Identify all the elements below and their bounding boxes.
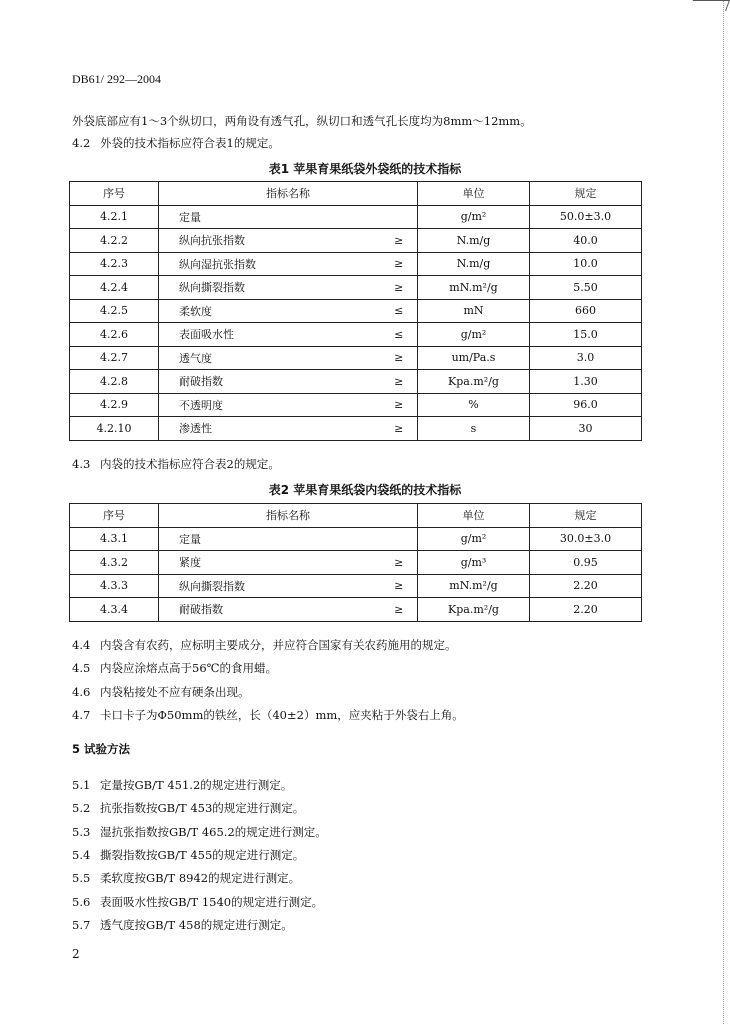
table-row bbox=[70, 370, 642, 394]
clause-5-5 bbox=[72, 870, 300, 886]
clause-text: 湿抗张指数按GB/T 465.2的规定进行测定。 bbox=[100, 824, 327, 839]
table1 bbox=[69, 181, 642, 441]
clause-number: 4.3 bbox=[72, 457, 91, 471]
table-row bbox=[70, 323, 642, 347]
cell-name: 定量 bbox=[159, 205, 381, 229]
cell-name: 定量 bbox=[159, 527, 381, 551]
table-row bbox=[70, 598, 642, 622]
clause-5-2 bbox=[72, 800, 304, 816]
section-5-heading: 5 试验方法 bbox=[72, 742, 131, 756]
cell-spec: 3.0 bbox=[530, 346, 642, 370]
table-row bbox=[70, 252, 642, 276]
header-spec: 规定 bbox=[530, 504, 642, 528]
cell-no: 4.2.8 bbox=[70, 370, 159, 394]
cell-symbol: ≤ bbox=[381, 323, 418, 347]
cell-spec: 5.50 bbox=[530, 276, 642, 300]
table-header-row bbox=[70, 182, 642, 206]
cell-no: 4.2.7 bbox=[70, 346, 159, 370]
clause-text: 内袋含有农药，应标明主要成分，并应符合国家有关农药施用的规定。 bbox=[100, 638, 457, 652]
cell-name: 柔软度 bbox=[159, 299, 381, 323]
page-number: 2 bbox=[72, 947, 80, 961]
cell-symbol: ≥ bbox=[381, 417, 418, 441]
clause-number: 4.6 bbox=[72, 684, 91, 699]
cell-name: 表面吸水性 bbox=[159, 323, 381, 347]
cell-no: 4.2.4 bbox=[70, 276, 159, 300]
clause-number: 5.3 bbox=[72, 824, 91, 839]
clause-text: 卡口卡子为Φ50mm的铁丝，长（40±2）mm，应夹粘于外袋右上角。 bbox=[100, 707, 464, 722]
cell-spec: 30 bbox=[530, 417, 642, 441]
clause-number: 5.4 bbox=[72, 847, 91, 862]
cell-unit: um/Pa.s bbox=[418, 346, 530, 370]
clause-number: 4.5 bbox=[72, 661, 91, 676]
table-row bbox=[70, 346, 642, 370]
clause-number: 4.2 bbox=[72, 136, 91, 150]
clause-4-3 bbox=[72, 456, 280, 472]
cell-symbol: ≥ bbox=[381, 598, 418, 622]
cell-unit: Kpa.m²/g bbox=[418, 370, 530, 394]
header-no: 序号 bbox=[70, 182, 159, 206]
clause-text: 透气度按GB/T 458的规定进行测定。 bbox=[100, 917, 293, 932]
cell-spec: 40.0 bbox=[530, 229, 642, 253]
cell-name: 耐破指数 bbox=[159, 370, 381, 394]
cell-no: 4.2.3 bbox=[70, 252, 159, 276]
cell-no: 4.2.2 bbox=[70, 229, 159, 253]
clause-5-3 bbox=[72, 824, 327, 840]
clause-text: 内袋的技术指标应符合表2的规定。 bbox=[100, 457, 280, 471]
cell-no: 4.3.2 bbox=[70, 551, 159, 575]
cell-name: 透气度 bbox=[159, 346, 381, 370]
cell-unit: mN.m²/g bbox=[418, 276, 530, 300]
document-code: DB61/ 292—2004 bbox=[72, 72, 162, 86]
cell-no: 4.3.1 bbox=[70, 527, 159, 551]
cell-spec: 15.0 bbox=[530, 323, 642, 347]
cell-symbol: ≥ bbox=[381, 551, 418, 575]
table-row bbox=[70, 551, 642, 575]
cell-unit: s bbox=[418, 417, 530, 441]
cell-spec: 2.20 bbox=[530, 574, 642, 598]
table-row bbox=[70, 417, 642, 441]
cell-symbol bbox=[381, 205, 418, 229]
table2-title: 表2 苹果育果纸袋内袋纸的技术指标 bbox=[268, 483, 462, 497]
cell-name: 渗透性 bbox=[159, 417, 381, 441]
cell-symbol: ≤ bbox=[381, 299, 418, 323]
cell-no: 4.2.10 bbox=[70, 417, 159, 441]
clause-number: 5.2 bbox=[72, 801, 91, 816]
clause-4-5 bbox=[72, 660, 277, 676]
clause-4-7 bbox=[72, 707, 464, 723]
cell-spec: 660 bbox=[530, 299, 642, 323]
cell-spec: 0.95 bbox=[530, 551, 642, 575]
clause-text: 内袋粘接处不应有硬条出现。 bbox=[100, 684, 250, 699]
table2 bbox=[69, 503, 642, 622]
cell-unit: N.m/g bbox=[418, 229, 530, 253]
table-row bbox=[70, 574, 642, 598]
table-row bbox=[70, 276, 642, 300]
cell-spec: 30.0±3.0 bbox=[530, 527, 642, 551]
clause-5-7 bbox=[72, 917, 293, 933]
cell-unit: g/m³ bbox=[418, 551, 530, 575]
clause-number: 4.4 bbox=[72, 638, 91, 652]
cell-unit: % bbox=[418, 393, 530, 417]
clause-text: 抗张指数按GB/T 453的规定进行测定。 bbox=[100, 801, 305, 816]
cell-symbol: ≥ bbox=[381, 346, 418, 370]
cell-symbol: ≥ bbox=[381, 276, 418, 300]
clause-text: 内袋应涂熔点高于56℃的食用蜡。 bbox=[100, 661, 277, 676]
cell-name: 纵向湿抗张指数 bbox=[159, 252, 381, 276]
cell-name: 紧度 bbox=[159, 551, 381, 575]
cell-name: 纵向撕裂指数 bbox=[159, 276, 381, 300]
cell-unit: Kpa.m²/g bbox=[418, 598, 530, 622]
header-name: 指标名称 bbox=[159, 504, 418, 528]
clause-text: 定量按GB/T 451.2的规定进行测定。 bbox=[100, 778, 293, 792]
cell-spec: 10.0 bbox=[530, 252, 642, 276]
cell-spec: 96.0 bbox=[530, 393, 642, 417]
clause-text: 外袋的技术指标应符合表1的规定。 bbox=[100, 136, 280, 150]
cell-symbol: ≥ bbox=[381, 574, 418, 598]
clause-text: 撕裂指数按GB/T 455的规定进行测定。 bbox=[100, 847, 305, 862]
cell-unit: g/m² bbox=[418, 205, 530, 229]
scan-edge bbox=[723, 0, 724, 1024]
cell-no: 4.2.5 bbox=[70, 299, 159, 323]
header-no: 序号 bbox=[70, 504, 159, 528]
clause-number: 4.7 bbox=[72, 707, 91, 722]
clause-number: 5.1 bbox=[72, 778, 91, 792]
clause-text: 表面吸水性按GB/T 1540的规定进行测定。 bbox=[100, 894, 324, 909]
page-corner-fold bbox=[689, 0, 730, 11]
cell-symbol: ≥ bbox=[381, 229, 418, 253]
cell-no: 4.3.4 bbox=[70, 598, 159, 622]
table-row bbox=[70, 527, 642, 551]
table-row bbox=[70, 205, 642, 229]
cell-unit: g/m² bbox=[418, 323, 530, 347]
cell-name: 不透明度 bbox=[159, 393, 381, 417]
cell-unit: g/m² bbox=[418, 527, 530, 551]
table-row bbox=[70, 393, 642, 417]
cell-symbol: ≥ bbox=[381, 370, 418, 394]
cell-name: 纵向撕裂指数 bbox=[159, 574, 381, 598]
cell-symbol bbox=[381, 527, 418, 551]
cell-spec: 1.30 bbox=[530, 370, 642, 394]
cell-no: 4.2.6 bbox=[70, 323, 159, 347]
header-unit: 单位 bbox=[418, 504, 530, 528]
cell-unit: N.m/g bbox=[418, 252, 530, 276]
cell-name: 纵向抗张指数 bbox=[159, 229, 381, 253]
table-row bbox=[70, 299, 642, 323]
cell-spec: 2.20 bbox=[530, 598, 642, 622]
clause-4-6 bbox=[72, 684, 250, 700]
clause-text: 柔软度按GB/T 8942的规定进行测定。 bbox=[100, 871, 301, 886]
clause-number: 5.5 bbox=[72, 871, 91, 886]
cell-symbol: ≥ bbox=[381, 393, 418, 417]
clause-4-2 bbox=[72, 135, 280, 151]
table-row bbox=[70, 229, 642, 253]
clause-number: 5.6 bbox=[72, 894, 91, 909]
clause-4-4 bbox=[72, 637, 457, 653]
cell-unit: mN bbox=[418, 299, 530, 323]
cell-no: 4.3.3 bbox=[70, 574, 159, 598]
cell-no: 4.2.1 bbox=[70, 205, 159, 229]
clause-number: 5.7 bbox=[72, 917, 91, 932]
table-header-row bbox=[70, 504, 642, 528]
header-unit: 单位 bbox=[418, 182, 530, 206]
header-name: 指标名称 bbox=[159, 182, 418, 206]
clause-5-4 bbox=[72, 847, 304, 863]
cell-spec: 50.0±3.0 bbox=[530, 205, 642, 229]
clause-5-6 bbox=[72, 894, 323, 910]
cell-unit: mN.m²/g bbox=[418, 574, 530, 598]
header-spec: 规定 bbox=[530, 182, 642, 206]
clause-5-1 bbox=[72, 777, 292, 793]
cell-symbol: ≥ bbox=[381, 252, 418, 276]
cell-no: 4.2.9 bbox=[70, 393, 159, 417]
table1-title: 表1 苹果育果纸袋外袋纸的技术指标 bbox=[268, 162, 462, 176]
intro-line: 外袋底部应有1～3个纵切口，两角设有透气孔，纵切口和透气孔长度均为8mm～12mm。 bbox=[72, 114, 532, 128]
cell-name: 耐破指数 bbox=[159, 598, 381, 622]
